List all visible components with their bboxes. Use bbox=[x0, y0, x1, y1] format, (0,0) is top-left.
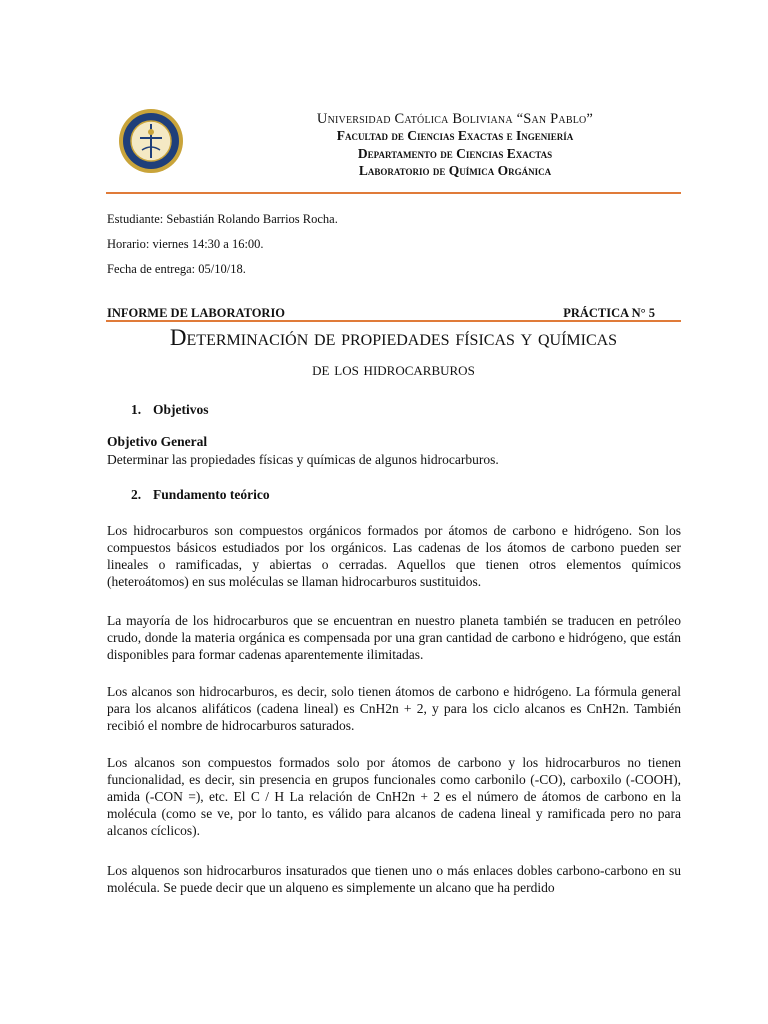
document-title-line2: de los hidrocarburos bbox=[312, 359, 475, 380]
section-theory-heading bbox=[131, 487, 270, 503]
paragraph: Los hidrocarburos son compuestos orgánicos formados por átomos de carbono e hidrógeno. Son los compuestos básicos estudiados por los orgánicos. Las cadenas de los átomos de carbono pueden ser lineales o ramificadas, y abiertas o cerradas. Aquellos que tienen otros elementos químicos (heteroátomos) en sus moléculas se llaman hidrocarburos sustituidos. bbox=[107, 523, 681, 589]
title-divider bbox=[106, 320, 681, 322]
paragraph: Los alcanos son hidrocarburos, es decir, solo tienen átomos de carbono e hidrógeno. La fórmula general para los alcanos alifáticos (cadena lineal) es CnH2n + 2, y para los ciclo alcanos es CnH2n. También recibió el nombre de hidrocarburos saturados. bbox=[107, 684, 681, 733]
section-number: 2. bbox=[131, 487, 142, 502]
report-label: INFORME DE LABORATORIO bbox=[107, 306, 286, 320]
general-objective-heading: Objetivo General bbox=[107, 434, 208, 449]
general-objective-text: Determinar las propiedades físicas y químicas de algunos hidrocarburos. bbox=[107, 452, 499, 467]
section-objectives-heading bbox=[131, 402, 209, 418]
university-name: Universidad Católica Boliviana “San Pablo” bbox=[316, 111, 594, 127]
laboratory-name: Laboratorio de Química Orgánica bbox=[358, 163, 552, 178]
paragraph: Los alcanos son compuestos formados solo por átomos de carbono y los hidrocarburos no tienen funcionalidad, es decir, sin presencia en grupos funcionales como carbonilo (-CO), carboxilo (-COOH), amida (-CON =), etc. El C / H La relación de CnH2n + 2 es el número de átomos de carbono en la molécula (como se ve, por lo tanto, es válido para alcanos de cadena lineal y ramificada pero no para alcanos cíclicos). bbox=[107, 755, 681, 838]
university-seal-logo bbox=[118, 108, 184, 174]
section-title: Objetivos bbox=[153, 402, 209, 417]
section-title: Fundamento teórico bbox=[153, 487, 270, 502]
header-divider bbox=[106, 192, 681, 194]
department-name: Departamento de Ciencias Exactas bbox=[357, 146, 553, 161]
due-date-line: Fecha de entrega: 05/10/18. bbox=[107, 262, 246, 276]
student-line: Estudiante: Sebastián Rolando Barrios Rocha. bbox=[107, 212, 338, 226]
paragraph: La mayoría de los hidrocarburos que se encuentran en nuestro planeta también se traducen en petróleo crudo, donde la materia orgánica es compensada por una gran cantidad de carbono e hidrógeno, que están disponibles para formar cadenas aparentemente ilimitadas. bbox=[107, 613, 681, 662]
practice-number: PRÁCTICA N° 5 bbox=[563, 306, 655, 320]
faculty-name: Facultad de Ciencias Exactas e Ingeniería bbox=[336, 128, 574, 143]
paragraph: Los alquenos son hidrocarburos insaturados que tienen uno o más enlaces dobles carbono-carbono en su molécula. Se puede decir que un alqueno es simplemente un alcano que ha perdido bbox=[107, 863, 681, 895]
document-title-line1: Determinación de propiedades físicas y químicas bbox=[169, 325, 618, 350]
schedule-line: Horario: viernes 14:30 a 16:00. bbox=[107, 237, 264, 251]
section-number: 1. bbox=[131, 402, 142, 417]
